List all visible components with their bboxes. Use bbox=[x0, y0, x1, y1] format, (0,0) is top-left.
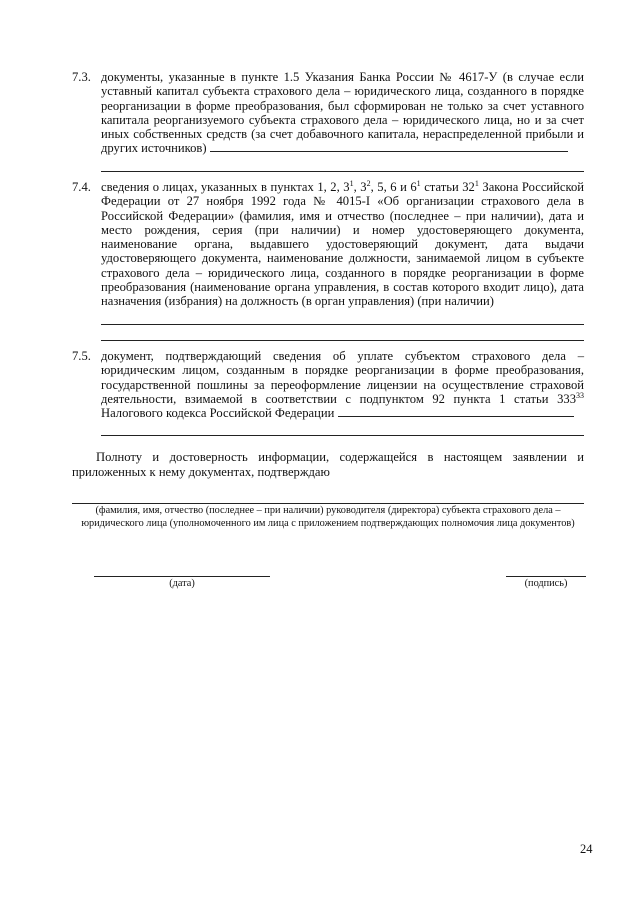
item-text: документ, подтверждающий сведения об уплате субъектом страхового дела – юридическим лицом, созданным в порядке реорганизации в форме преобразования, государственной пошлины за переоформление лицензии на осуществление страховой деятельности, взимаемой в соответствии с подпунктом 92 пункта 1 статьи $333^{33}$ Налогового кодекса Российской Федерации bbox=[101, 349, 584, 421]
item-number: 7.3. bbox=[72, 70, 91, 84]
item-text: документы, указанные в пункте 1.5 Указания Банка России № 4617-У (в случае если уставный капитал субъекта страхового дела – юридического лица, созданного в порядке реорганизации в форме преобразования, был сформирован не только за счет уставного капитала реорганизуемого субъекта страхового дела – юридического лица, но и за счет иных собственных средств (за счет добавочного капитала, нераспределенной прибыли и других источников) bbox=[101, 70, 584, 156]
fill-in-line[interactable] bbox=[101, 310, 584, 325]
signatory-line[interactable] bbox=[72, 503, 584, 504]
item-number: 7.4. bbox=[72, 180, 91, 194]
item-number: 7.5. bbox=[72, 349, 91, 363]
item-7-3 bbox=[72, 70, 584, 172]
fill-in-line[interactable] bbox=[210, 151, 568, 152]
fill-in-line[interactable] bbox=[101, 421, 584, 436]
signature-caption: (подпись) bbox=[524, 578, 568, 589]
fill-in-line[interactable] bbox=[338, 416, 574, 417]
signatory-caption: (фамилия, имя, отчество (последнее – при наличии) руководителя (директора) субъекта страхового дела – юридического лица (уполномоченного им лица с приложением подтверждающих полномочия лица документов) bbox=[81, 505, 575, 529]
fill-in-line[interactable] bbox=[101, 326, 584, 341]
item-7-5 bbox=[72, 349, 584, 436]
date-caption: (дата) bbox=[169, 578, 195, 589]
fill-in-line[interactable] bbox=[101, 157, 584, 172]
confirmation-text: Полноту и достоверность информации, содержащейся в настоящем заявлении и приложенных к нему документах, подтверждаю bbox=[72, 450, 584, 479]
item-text: сведения о лицах, указанных в пунктах 1, 2, $3^1$, $3^2$, 5, 6 и $6^1$ статьи $32^1$ Закона Российской Федерации от 27 ноября 1992 года № 4015-I «Об организации страхового дела в Российской Федерации» (фамилия, имя и отчество (последнее – при наличии), дата и место рождения, серия (при наличии) и номер удостоверяющего документа, наименование органа, выдавшего удостоверяющий документ, дата выдачи удостоверяющего документа, наименование должности, занимаемой лицом в субъекте страхового дела – юридического лица, созданного в порядке реорганизации в форме преобразования (наименование органа управления, в состав которого входит лицо), дата назначения (избрания) на должность (в орган управления) (при наличии) bbox=[101, 179, 584, 309]
page-number: 24 bbox=[580, 842, 593, 856]
date-line[interactable] bbox=[94, 576, 270, 577]
signature-line[interactable] bbox=[506, 576, 586, 577]
item-7-4 bbox=[72, 180, 584, 341]
